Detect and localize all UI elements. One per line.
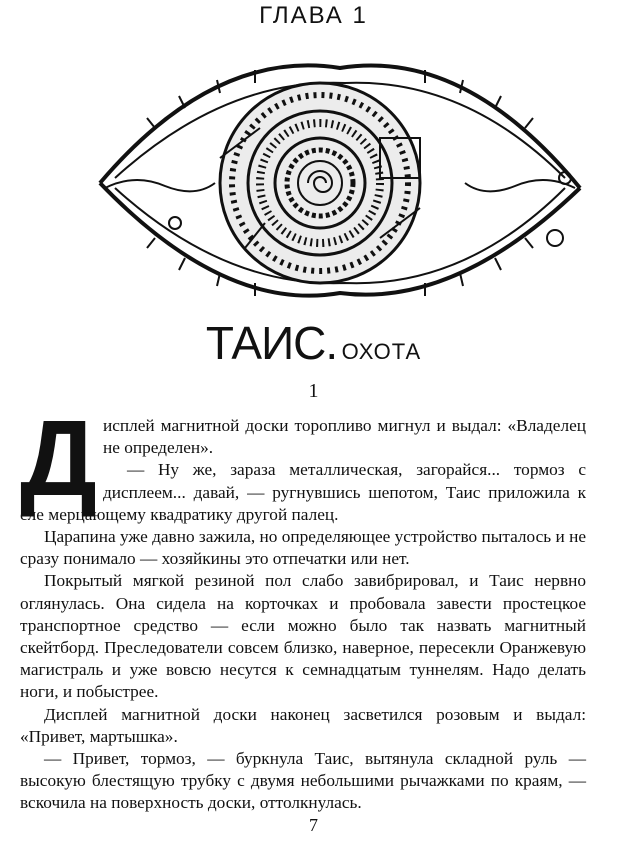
- chapter-title: [0, 316, 627, 370]
- paragraph: исплей магнитной доски торопливо мигнул и выдал: «Владелец не определен».: [102, 416, 586, 458]
- eye-illustration-icon: [95, 38, 585, 308]
- paragraph: Дисплей магнитной доски наконец засветился розовым и выдал: «Привет, мартышка».: [20, 704, 586, 746]
- chapter-heading: ГЛАВА 1: [259, 2, 368, 29]
- paragraph: — Ну же, зараза металлическая, загорайся... тормоз с дисплеем... давай, — ругнувшись шепотом, Таис приложила к еле мерцающему квадратику другой палец.: [20, 460, 586, 524]
- section-number: 1: [308, 380, 319, 402]
- title-main: ТАИС.: [205, 317, 338, 369]
- paragraph: Покрытый мягкой резиной пол слабо завибрировал, и Таис нервно оглянулась. Она сидела на корточках и пробовала завести простецкое транспортное средство — если можно было так назвать магнитный скейтборд. Преследователи совсем близко, наверное, пересекли Оранжевую магистраль и уже вовсю несутся к семнадцатым туннелям. Надо делать ноги, и побыстрее.: [20, 571, 586, 702]
- page-number: 7: [309, 815, 318, 835]
- drop-cap: Д: [20, 397, 97, 518]
- body-text: [20, 397, 586, 815]
- paragraph: Царапина уже давно зажила, но определяющее устройство пыталось и не сразу понимало — хозяйкины это отпечатки или нет.: [20, 527, 586, 569]
- paragraph: — Привет, тормоз, — буркнула Таис, вытянула складной руль — высокую блестящую трубку с двумя небольшими рычажками по краям, — вскочила на поверхность доски, оттолкнулась.: [20, 749, 586, 813]
- title-sub: ОХОТА: [341, 339, 422, 364]
